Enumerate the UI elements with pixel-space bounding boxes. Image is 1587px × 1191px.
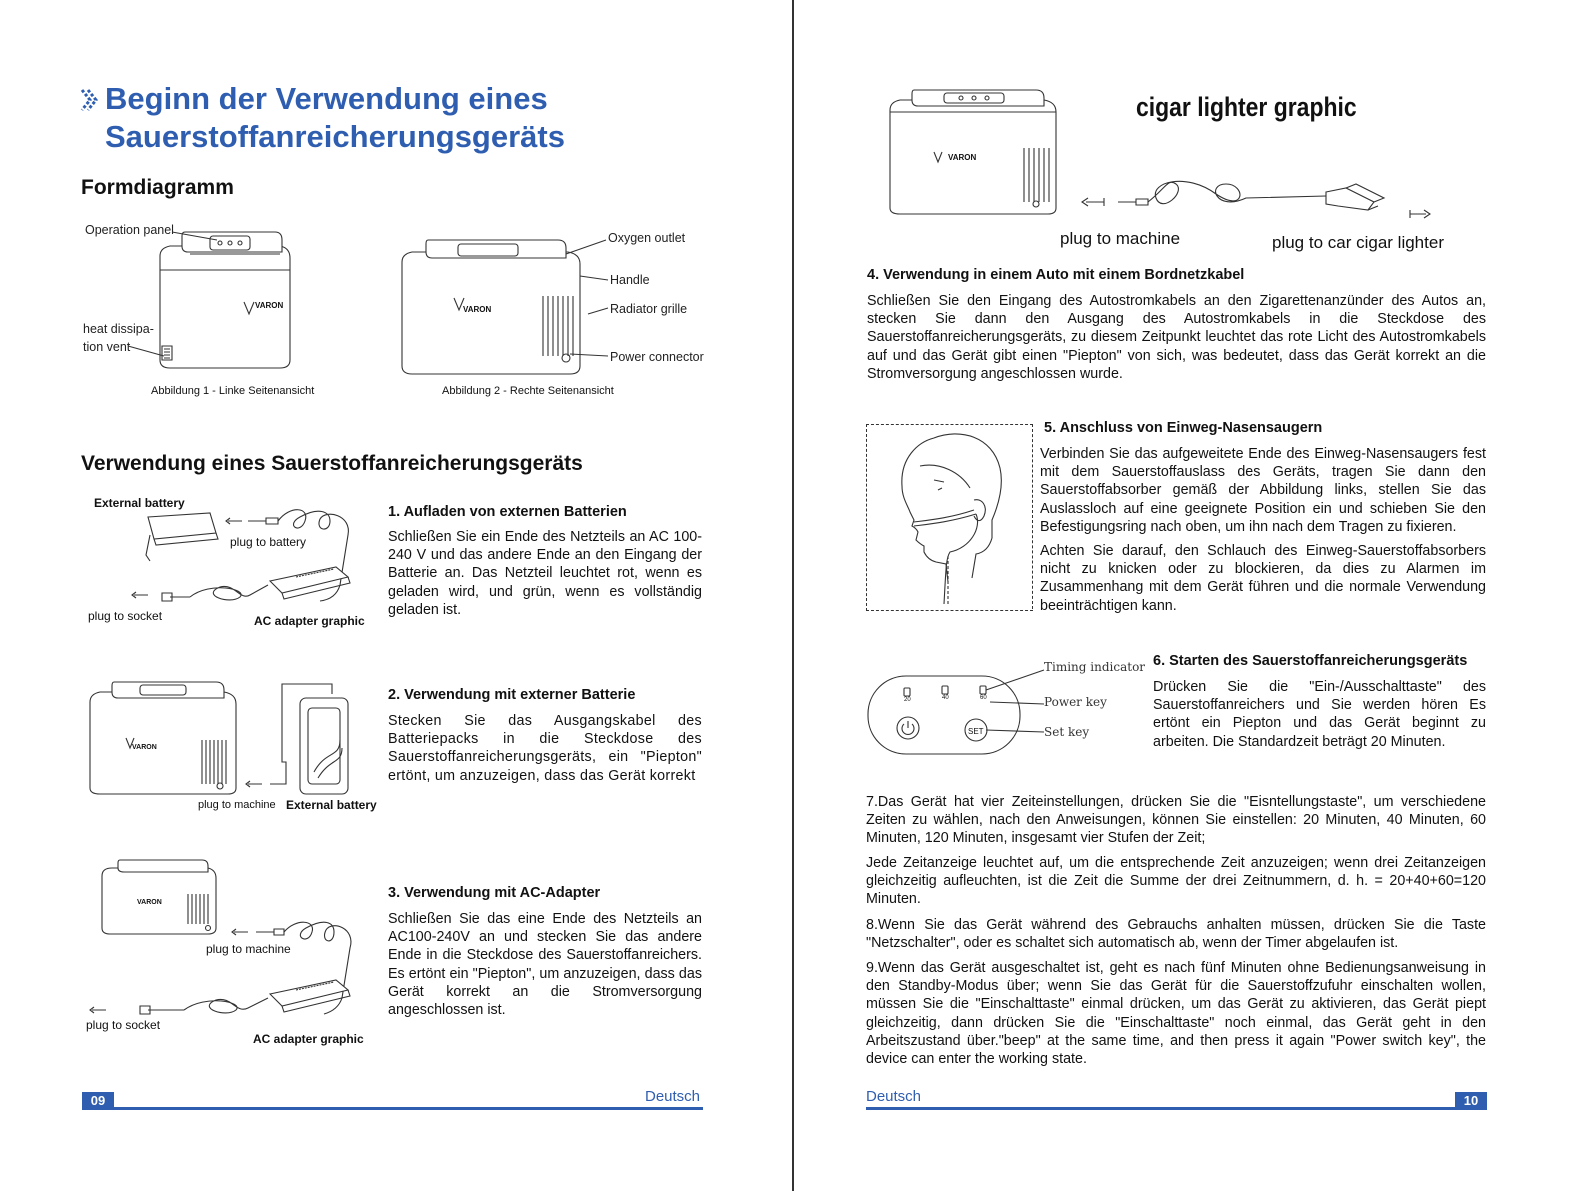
set-key-text: SET: [968, 727, 984, 736]
device-brand-label: VARON: [137, 899, 162, 906]
figure1-caption: Abbildung 1 - Linke Seitenansicht: [151, 385, 315, 397]
nasal-cannula-face-illustration: [890, 428, 1010, 604]
external-battery-label: External battery: [94, 496, 185, 510]
device-brand-label: VARON: [255, 301, 284, 310]
paragraph-8: 8.Wenn Sie das Gerät während des Gebrauchs anhalten müssen, drücken Sie die Taste "Netzschalter", oder es schaltet sich automatisch ab, wenn der Timer abgelaufen ist.: [866, 917, 1486, 952]
plug-to-socket-label-3: plug to socket: [86, 1018, 161, 1032]
section2-text: Stecken Sie das Ausgangskabel des Batteriepacks in die Steckdose des Sauerstoffanreicherungsgeräts, ein "Piepton" ertönt, um anzuzeigen, dass das Gerät korrekt: [388, 713, 702, 784]
control-panel-illustration: [866, 660, 1046, 760]
usage-heading: Verwendung eines Sauerstoffanreicherungsgeräts: [81, 452, 583, 475]
section1-title: 1. Aufladen von externen Batterien: [388, 504, 627, 520]
heat-vent-label-2: tion vent: [83, 340, 131, 354]
page-title-line1: Beginn der Verwendung eines: [105, 81, 548, 116]
radiator-grille-label: Radiator grille: [610, 302, 688, 316]
external-battery-label-2: External battery: [286, 798, 377, 812]
plug-to-machine-label: plug to machine: [198, 799, 276, 811]
device-brand-label: VARON: [948, 153, 977, 162]
ac-adapter-label-3: AC adapter graphic: [253, 1032, 364, 1046]
plug-to-machine-label-3: plug to machine: [206, 942, 291, 956]
plug-to-battery-label: plug to battery: [230, 535, 307, 549]
paragraph-9: 9.Wenn das Gerät ausgeschaltet ist, geht es nach fünf Minuten ohne Bedienungsanweisung in den Standby-Modus über; wenn Sie das Gerät für die Sauerstoffzufuhr einschalten wollen, müssen Sie die "Einschalttaste" einmal drücken, um das Gerät zu aktivieren, das Gerät piept gleichzeitig, dann drücken Sie die "Einschalttaste" noch einmal, das Gerät geht in den Arbeitszustand über."beep" at the same time, and then press it again "Power switch key", the device can enter the working state.: [866, 960, 1486, 1068]
leader-line: [128, 344, 168, 358]
footer-language: Deutsch: [645, 1088, 701, 1105]
leader-lines: [560, 236, 610, 366]
section2-title: 2. Verwendung mit externer Batterie: [388, 687, 636, 703]
plug-to-car-label: plug to car cigar lighter: [1272, 233, 1444, 252]
power-key-label: Power key: [1044, 695, 1107, 709]
footer-bar: [82, 1107, 703, 1110]
section5-title: [1044, 420, 1322, 436]
timing-indicator-label: Timing indicator: [1044, 660, 1146, 674]
plug-to-socket-label: plug to socket: [88, 609, 163, 623]
oxygen-outlet-label: Oxygen outlet: [608, 231, 686, 245]
section1-text: Schließen Sie ein Ende des Netzteils an AC 100-240 V und das andere Ende an den Eingang der Batterie an. Das Netzteil leuchtet rot, wenn es geladen wird, und grün, wenn es vollständig geladen ist.: [388, 529, 702, 618]
section5-text1: Verbinden Sie das aufgeweitete Ende des Einweg-Nasensaugers fest mit dem Sauerstoffauslass des Geräts, tragen Sie dann den Sauerstoffabsorber gemäß der Abbildung links, stellen Sie das Auslassloch auf eine geeignete Position ein und schieben Sie den Befestigungsring nach oben, um ihn nach dem Tragen zu fixieren.: [1040, 446, 1486, 535]
power-connector-label: Power connector: [610, 350, 704, 364]
device-brand-label: VARON: [132, 744, 157, 751]
set-key-label: Set key: [1044, 725, 1090, 739]
section5-title-text: . Anschluss von Einweg-Nasensaugern: [1052, 420, 1323, 436]
ac-adapter-label: AC adapter graphic: [254, 614, 365, 628]
cigar-graphic-title: cigar lighter graphic: [1136, 92, 1357, 122]
section4-title: 4. Verwendung in einem Auto mit einem Bordnetzkabel: [867, 267, 1245, 283]
section3-text: Schließen Sie das eine Ende des Netzteils an AC100-240V an und stecken Sie das andere Ende in die Steckdose des Sauerstoffanreichers. Es ertönt ein "Piepton", um anzuzeigen, dass das Gerät korrekt an die Stromversorgung angeschlossen ist.: [388, 911, 702, 1019]
formdiagram-heading: Formdiagramm: [81, 176, 234, 199]
timer-20-label: 20: [904, 697, 911, 703]
page-title-line2: Sauerstoffanreicherungsgeräts: [105, 119, 565, 154]
timer-60-label: 60: [980, 695, 987, 701]
battery-charging-illustration: [90, 505, 360, 615]
paragraph-7: 7.Das Gerät hat vier Zeiteinstellungen, drücken Sie die "Eisntellungstaste", um verschiedene Zeiten zu wählen, nach den Anweisungen, können Sie einstellen: 20 Minuten, 40 Minuten, 60 Minuten, 120 Minuten, insgesamt vier Stufen der Zeit;: [866, 794, 1486, 847]
timer-40-label: 40: [942, 695, 949, 701]
handle-label: Handle: [610, 273, 650, 287]
figure2-caption: Abbildung 2 - Rechte Seitenansicht: [442, 385, 614, 397]
section6-title: 6. Starten des Sauerstoffanreicherungsgeräts: [1153, 653, 1468, 669]
plug-to-machine-label-car: plug to machine: [1060, 229, 1181, 248]
section6-text: Drücken Sie die "Ein-/Ausschalttaste" des Sauerstoffanreichers und Sie werden hören Es ertönt ein Piepton und das Gerät beginnt zu arbeiten. Die Standardzeit beträgt 20 Minuten.: [1153, 679, 1486, 750]
title-arrow-icon: [80, 88, 98, 112]
section5-title-number: 5: [1044, 420, 1053, 436]
page-number: 09: [82, 1092, 114, 1110]
external-battery-usage-illustration: [86, 680, 376, 800]
heat-vent-label-1: heat dissipa-: [83, 322, 154, 336]
paragraph-7b: Jede Zeitanzeige leuchtet auf, um die entsprechende Zeit anzuzeigen; wenn drei Zeitanzeigen gleichzeitig aufleuchten, ist die Zeit die Summe der drei Zeitnummern, d. h. = 20+40+60=120 Minuten.: [866, 855, 1486, 908]
leader-line: [172, 230, 222, 242]
section5-text2: Achten Sie darauf, den Schlauch des Einweg-Sauerstoffabsorbers nicht zu knicken oder zu blockieren, da dies zu Alarmen im Zusammenhang mit dem Gerät führen und die normale Verwendung beeinträchtigen kann.: [1040, 543, 1486, 614]
section4-text: Schließen Sie den Eingang des Autostromkabels an den Zigarettenanzünder des Autos an, stecken Sie dann den Ausgang des Autostromkabels in die Steckdose des Sauerstoffanreicherungsgeräts, zu diesem Zeitpunkt leuchtet das rote Licht des Autostromkabels auf und das Gerät gibt einen "Piepton" von sich, was bedeutet, dass das Gerät korrekt an die Stromversorgung angeschlossen wurde.: [867, 293, 1486, 382]
device-brand-label: VARON: [463, 305, 492, 314]
dashed-divider: [1032, 424, 1033, 609]
section3-title: 3. Verwendung mit AC-Adapter: [388, 885, 601, 901]
footer-bar: [866, 1107, 1487, 1110]
page-number: 10: [1455, 1092, 1487, 1110]
page-spine: [792, 0, 794, 1191]
footer-language: Deutsch: [866, 1088, 922, 1105]
operation-panel-label: Operation panel: [85, 223, 174, 237]
